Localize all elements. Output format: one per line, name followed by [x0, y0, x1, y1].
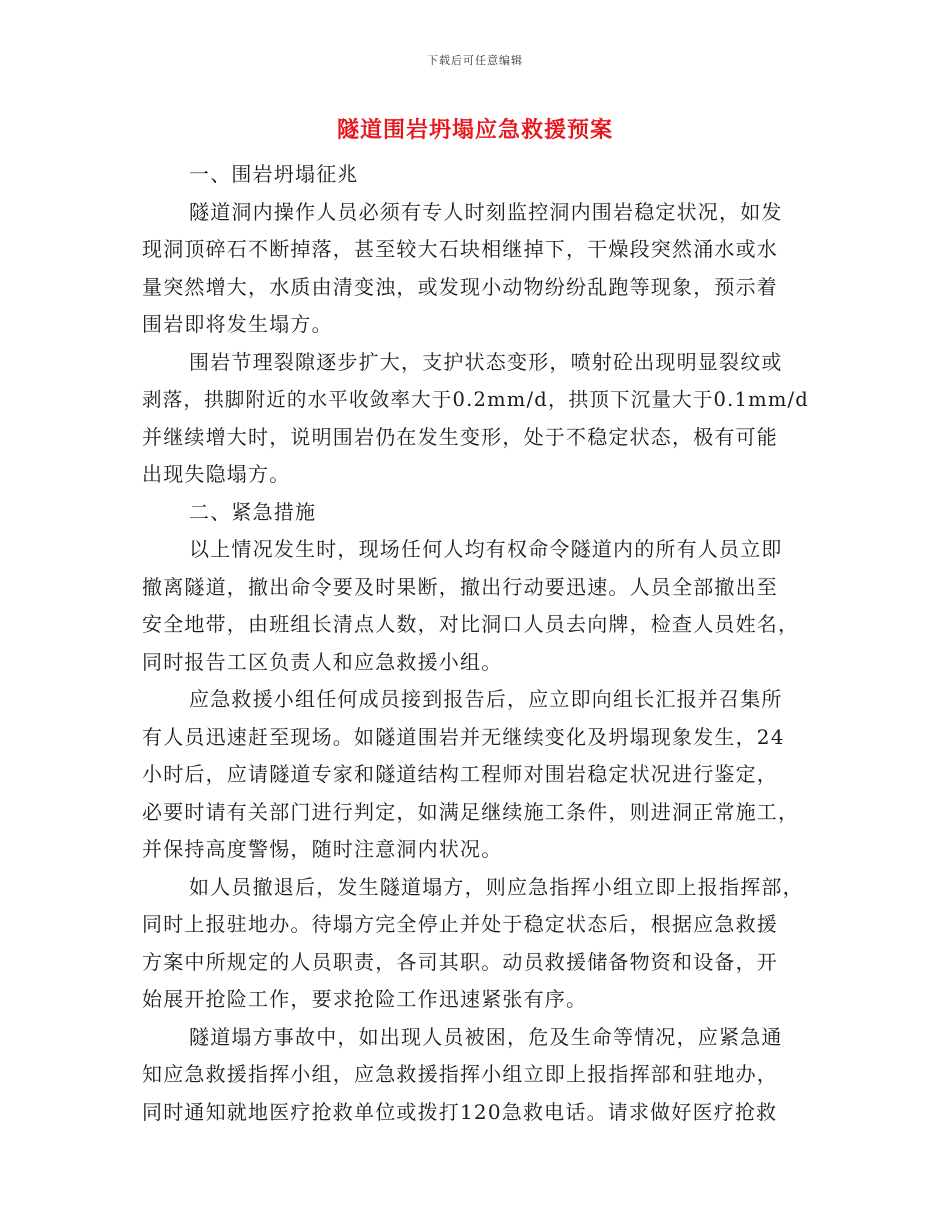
text-line: 隧道塌方事故中，如出现人员被困，危及生命等情况，应紧急通: [189, 1024, 783, 1049]
text-line: 始展开抢险工作，要求抢险工作迅速紧张有序。: [142, 987, 588, 1011]
text-line: 撤离隧道，撤出命令要及时果断，撤出行动要迅速。人员全部撤出至: [142, 574, 778, 599]
text-line: 安全地带，由班组长清点人数，对比洞口人员去向牌，检查人员姓名，: [142, 612, 800, 636]
text-line: 隧道洞内操作人员必须有专人时刻监控洞内围岩稳定状况，如发: [189, 199, 783, 224]
text-line: 围岩即将发生塌方。: [142, 312, 333, 336]
text-line: 并继续增大时，说明围岩仍在发生变形，处于不稳定状态，极有可能: [142, 424, 778, 449]
text-line: 量突然增大，水质由清变浊，或发现小动物纷纷乱跑等现象，预示着: [142, 274, 778, 299]
text-line: 方案中所规定的人员职责，各司其职。动员救援储备物资和设备，开: [142, 949, 778, 974]
text-line: 出现失隐塌方。: [142, 462, 291, 486]
text-line: 同时上报驻地办。待塌方完全停止并处于稳定状态后，根据应急救援: [142, 912, 778, 936]
text-line: 必要时请有关部门进行判定，如满足继续施工条件，则进洞正常施工，: [142, 799, 800, 824]
document-title: 隧道围岩坍塌应急救援预案: [336, 117, 613, 143]
text-line: 知应急救援指挥小组，应急救援指挥小组立即上报指挥部和驻地办，: [142, 1062, 778, 1086]
text-line: 剥落，拱脚附近的水平收敛率大于0.2mm/d，拱顶下沉量大于0.1mm/d: [142, 388, 809, 411]
text-line: 并保持高度警惕，随时注意洞内状况。: [142, 837, 503, 861]
text-line: 一、围岩坍塌征兆: [189, 162, 359, 186]
text-line: 如人员撤退后，发生隧道塌方，则应急指挥小组立即上报指挥部，: [189, 874, 804, 899]
text-line: 围岩节理裂隙逐步扩大，支护状态变形，喷射砼出现明显裂纹或: [189, 349, 783, 374]
header-note: 下载后可任意编辑: [427, 54, 523, 67]
text-line: 同时报告工区负责人和应急救援小组。: [142, 649, 503, 674]
text-line: 应急救援小组任何成员接到报告后，应立即向组长汇报并召集所: [189, 687, 783, 711]
text-line: 小时后，应请隧道专家和隧道结构工程师对围岩稳定状况进行鉴定，: [142, 762, 778, 786]
text-line: 现洞顶碎石不断掉落，甚至较大石块相继掉下，干燥段突然涌水或水: [142, 237, 778, 261]
text-line: 以上情况发生时，现场任何人均有权命令隧道内的所有人员立即: [189, 537, 783, 561]
text-line: 有人员迅速赶至现场。如隧道围岩并无继续变化及坍塌现象发生，24: [142, 724, 785, 749]
text-line: 二、紧急措施: [189, 499, 317, 524]
document-body: [142, 156, 810, 1131]
text-line: 同时通知就地医疗抢救单位或拨打120急救电话。请求做好医疗抢救: [142, 1099, 778, 1124]
